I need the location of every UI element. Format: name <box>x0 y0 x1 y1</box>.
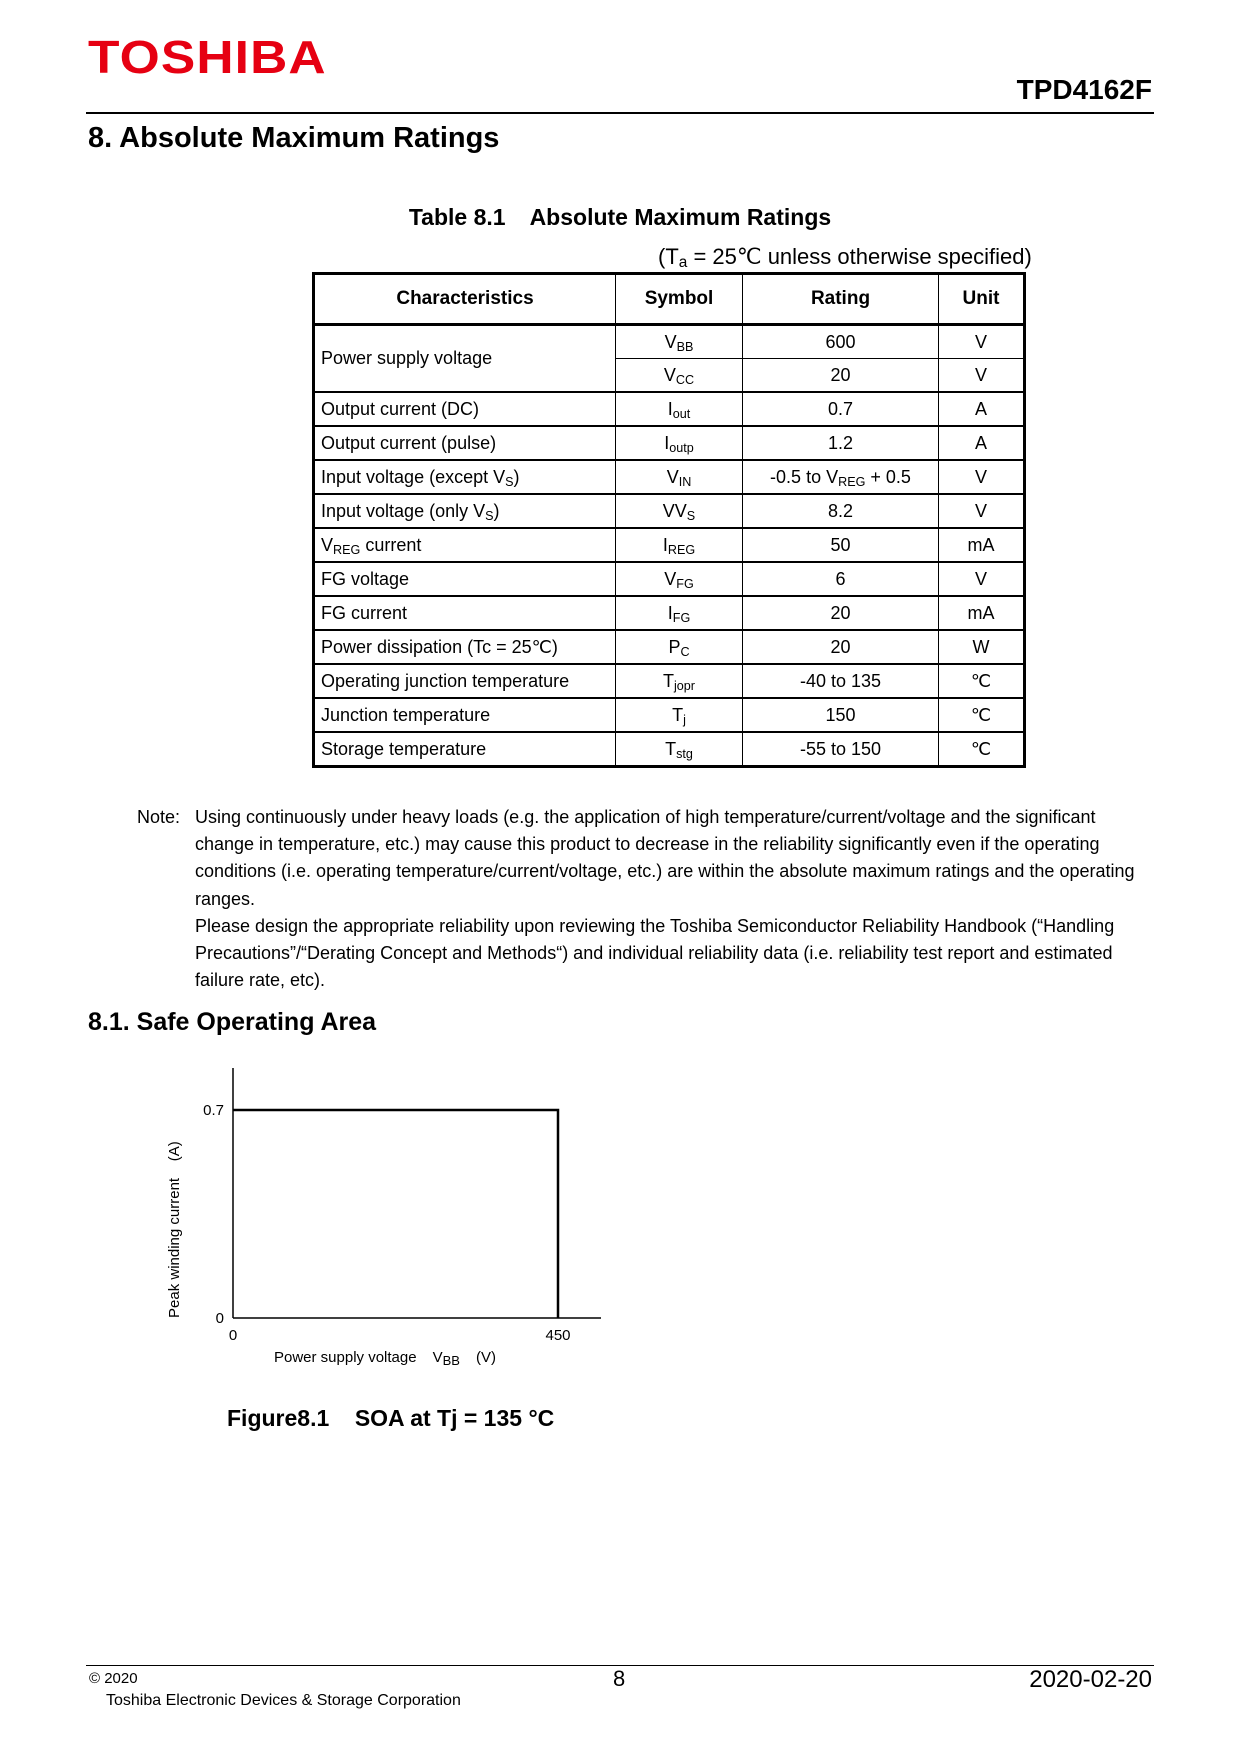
rating-cell-text: 20 <box>830 364 851 385</box>
table-row <box>314 630 1025 664</box>
unit-cell-text: V <box>974 568 987 589</box>
symbol-cell-subscript: CC <box>675 372 695 387</box>
rating-cell <box>743 460 939 494</box>
copyright: © 2020 <box>89 1670 138 1687</box>
ratings-table <box>312 272 1026 768</box>
unit-cell-text: ℃ <box>970 738 992 759</box>
rating-cell <box>743 426 939 460</box>
rating-cell-suffix: + 0.5 <box>865 466 911 487</box>
unit-cell-text: ℃ <box>970 704 992 725</box>
rating-cell <box>743 664 939 698</box>
column-header: Rating <box>743 274 939 325</box>
unit-cell-text: V <box>974 364 987 385</box>
table-row <box>314 528 1025 562</box>
rating-cell-text: 8.2 <box>827 500 854 521</box>
rating-cell-text: 600 <box>825 331 856 352</box>
rating-cell <box>743 528 939 562</box>
section-title: 8. Absolute Maximum Ratings <box>88 122 500 154</box>
characteristic-cell-text: Power supply voltage <box>321 348 493 368</box>
unit-cell <box>939 698 1025 732</box>
symbol-cell-subscript: outp <box>669 440 694 455</box>
unit-cell <box>939 664 1025 698</box>
symbol-cell-text: V <box>663 364 676 385</box>
symbol-cell-text: I <box>664 432 670 453</box>
symbol-cell <box>616 460 743 494</box>
condition-text: (T <box>658 244 679 269</box>
characteristic-cell-text: Output current (pulse) <box>321 432 497 453</box>
symbol-cell-text: T <box>665 738 677 759</box>
soa-boundary-line <box>233 1110 558 1318</box>
rating-cell <box>743 596 939 630</box>
rating-cell-text: 50 <box>830 534 851 555</box>
characteristic-cell <box>314 596 616 630</box>
unit-cell <box>939 630 1025 664</box>
table-number: Table 8.1 <box>408 204 506 230</box>
unit-cell <box>939 562 1025 596</box>
condition-text-post: = 25℃ unless otherwise specified) <box>687 244 1032 269</box>
y-tick-label: 0.7 <box>203 1102 224 1119</box>
unit-cell-text: A <box>974 432 987 453</box>
characteristic-cell-subscript: S <box>505 474 514 489</box>
characteristic-cell-suffix: ) <box>513 466 520 487</box>
characteristic-cell-suffix: ) <box>493 500 500 521</box>
note-paragraph: Using continuously under heavy loads (e.g. the application of high temperature/current/voltage and the significant change in temperature, etc.) may cause this product to decrease in the reliability significantly even if the operating conditions (i.e. operating temperature/current/voltage, etc.) are within the absolute maximum ratings and the operating ranges. <box>195 807 1135 909</box>
symbol-cell-subscript: IN <box>678 474 692 489</box>
symbol-cell-text: VV <box>662 500 687 521</box>
characteristic-cell-text: FG current <box>321 602 408 623</box>
characteristic-cell-text: Input voltage (except V <box>321 466 506 487</box>
symbol-cell <box>616 392 743 426</box>
rating-cell <box>743 325 939 359</box>
unit-cell <box>939 460 1025 494</box>
characteristic-cell-text: Power dissipation (Tc = 25℃) <box>321 636 558 657</box>
rating-cell <box>743 698 939 732</box>
table-row <box>314 460 1025 494</box>
characteristic-cell-text: Input voltage (only V <box>321 500 486 521</box>
rating-cell-text: 6 <box>835 568 846 589</box>
symbol-cell <box>616 732 743 767</box>
unit-cell <box>939 596 1025 630</box>
symbol-cell-text: I <box>667 398 673 419</box>
condition-sub: a <box>678 254 688 271</box>
column-header: Unit <box>939 274 1025 325</box>
y-tick-label: 0 <box>215 1310 224 1327</box>
rating-cell <box>743 494 939 528</box>
rating-cell <box>743 630 939 664</box>
characteristic-cell-text: V <box>321 534 334 555</box>
company-name: Toshiba Electronic Devices & Storage Corporation <box>106 1692 461 1709</box>
symbol-cell-subscript: stg <box>676 746 693 761</box>
rating-cell-text: 20 <box>830 636 851 657</box>
rating-cell-text: 150 <box>825 704 856 725</box>
unit-cell-text: mA <box>967 602 995 623</box>
table-row <box>314 426 1025 460</box>
characteristic-cell <box>314 426 616 460</box>
symbol-cell-text: P <box>668 636 681 657</box>
symbol-cell <box>616 426 743 460</box>
unit-cell-text: ℃ <box>970 670 992 691</box>
rating-cell-text: 0.7 <box>827 398 854 419</box>
symbol-cell-text: I <box>662 534 668 555</box>
rating-cell-subscript: REG <box>838 474 866 489</box>
symbol-cell-text: V <box>664 331 677 352</box>
note-paragraph: Please design the appropriate reliability upon reviewing the Toshiba Semiconductor Reliability Handbook (“Handling Precautions”/“Derating Concept and Methods“) and individual reliability data (i.e. reliability test report and estimated failure rate, etc). <box>195 915 1115 991</box>
symbol-cell-text: T <box>663 670 674 691</box>
characteristic-cell-suffix: current <box>360 534 422 555</box>
symbol-cell-subscript: jopr <box>674 678 695 693</box>
subsection-title: 8.1. Safe Operating Area <box>88 1008 377 1036</box>
x-axis-label <box>274 1349 496 1368</box>
x-axis-label-sub: BB <box>442 1353 460 1368</box>
symbol-cell-subscript: BB <box>676 339 694 354</box>
header-divider <box>86 112 1154 114</box>
rating-cell <box>743 359 939 393</box>
x-axis-label-unit: (V) <box>475 1349 496 1366</box>
symbol-cell-subscript: j <box>683 712 686 727</box>
symbol-cell-subscript: FG <box>672 610 691 625</box>
characteristic-cell <box>314 392 616 426</box>
characteristic-cell <box>314 630 616 664</box>
y-axis-label: Peak winding current (A) <box>166 1141 183 1318</box>
note <box>137 804 1147 994</box>
unit-cell-text: V <box>974 331 987 352</box>
table-title <box>0 204 1240 231</box>
table-row <box>314 664 1025 698</box>
characteristic-cell <box>314 494 616 528</box>
characteristic-cell-text: Storage temperature <box>321 738 487 759</box>
table-row <box>314 698 1025 732</box>
characteristic-cell-text: Output current (DC) <box>321 398 480 419</box>
part-number: TPD4162F <box>1016 74 1152 105</box>
toshiba-logo: TOSHIBA <box>88 31 327 83</box>
rating-cell-text: 20 <box>830 602 851 623</box>
table-row <box>314 325 1025 359</box>
page-number: 8 <box>613 1666 626 1691</box>
characteristic-cell <box>314 732 616 767</box>
unit-cell-text: mA <box>967 534 995 555</box>
x-axis-label-symbol: V <box>432 1349 443 1366</box>
column-header: Symbol <box>616 274 743 325</box>
symbol-cell-text: V <box>666 466 679 487</box>
rating-cell-text: -55 to 150 <box>799 738 882 759</box>
unit-cell-text: V <box>974 500 987 521</box>
symbol-cell <box>616 359 743 393</box>
characteristic-cell-text: Operating junction temperature <box>321 670 570 691</box>
unit-cell-text: V <box>974 466 987 487</box>
characteristic-cell <box>314 664 616 698</box>
unit-cell <box>939 426 1025 460</box>
unit-cell <box>939 732 1025 767</box>
table-row <box>314 494 1025 528</box>
document-date: 2020-02-20 <box>1029 1666 1152 1693</box>
characteristic-cell-subscript: REG <box>333 542 361 557</box>
rating-cell <box>743 392 939 426</box>
table-row <box>314 562 1025 596</box>
symbol-cell <box>616 698 743 732</box>
unit-cell <box>939 359 1025 393</box>
characteristic-cell <box>314 698 616 732</box>
symbol-cell <box>616 562 743 596</box>
unit-cell-text: W <box>972 636 990 657</box>
table-row <box>314 732 1025 767</box>
symbol-cell <box>616 664 743 698</box>
symbol-cell <box>616 528 743 562</box>
unit-cell <box>939 528 1025 562</box>
note-label: Note: <box>137 807 181 827</box>
unit-cell <box>939 325 1025 359</box>
symbol-cell-subscript: S <box>686 508 696 523</box>
table-row <box>314 596 1025 630</box>
rating-cell-text: 1.2 <box>827 432 854 453</box>
unit-cell <box>939 392 1025 426</box>
characteristic-cell <box>314 460 616 494</box>
column-header: Characteristics <box>314 274 616 325</box>
symbol-cell-text: V <box>664 568 677 589</box>
characteristic-cell-text: Junction temperature <box>321 704 491 725</box>
unit-cell-text: A <box>974 398 987 419</box>
symbol-cell-subscript: FG <box>676 576 694 591</box>
symbol-cell <box>616 494 743 528</box>
figure-caption: Figure8.1 SOA at Tj = 135 °C <box>227 1405 555 1431</box>
rating-cell <box>743 732 939 767</box>
symbol-cell-subscript: out <box>672 406 691 421</box>
rating-cell-text: -0.5 to V <box>770 466 839 487</box>
characteristic-cell-subscript: S <box>485 508 494 523</box>
symbol-cell <box>616 596 743 630</box>
symbol-cell-subscript: REG <box>667 542 696 557</box>
rating-cell <box>743 562 939 596</box>
symbol-cell <box>616 630 743 664</box>
x-tick-label: 0 <box>228 1327 238 1344</box>
characteristic-cell <box>314 528 616 562</box>
table-row <box>314 392 1025 426</box>
characteristic-cell-text: FG voltage <box>321 568 410 589</box>
symbol-cell-text: I <box>667 602 673 623</box>
table-condition <box>658 244 1032 270</box>
symbol-cell-subscript: C <box>680 644 690 659</box>
x-tick-label: 450 <box>545 1327 571 1344</box>
characteristic-cell <box>314 325 616 393</box>
characteristic-cell <box>314 562 616 596</box>
rating-cell-text: -40 to 135 <box>799 670 882 691</box>
x-axis-label-text: Power supply voltage <box>274 1349 417 1366</box>
table-name: Absolute Maximum Ratings <box>529 204 832 230</box>
symbol-cell-text: T <box>672 704 684 725</box>
unit-cell <box>939 494 1025 528</box>
symbol-cell <box>616 325 743 359</box>
